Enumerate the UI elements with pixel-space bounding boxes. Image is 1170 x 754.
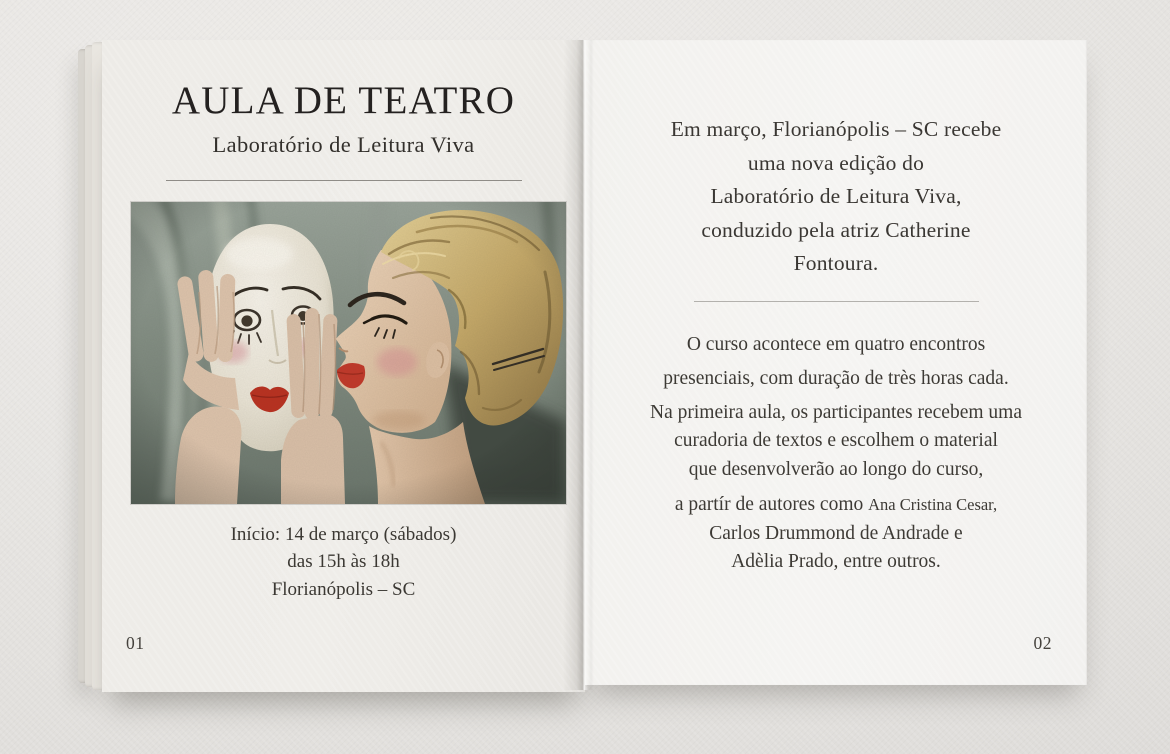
- body-line: curadoria de textos e escolhem o material: [674, 430, 998, 452]
- body-text: [585, 328, 1087, 577]
- body-line: Na primeira aula, os participantes recebem uma: [650, 401, 1022, 423]
- intro-line: Laboratório de Leitura Viva,: [710, 184, 962, 209]
- page-title: AULA DE TEATRO: [171, 79, 516, 122]
- schedule-line: Início: 14 de março (sábados): [230, 523, 457, 545]
- mask-portrait-photo: [131, 202, 566, 504]
- body-line: O curso acontece em quatro encontros: [686, 333, 986, 355]
- schedule-line: Florianópolis – SC: [271, 578, 416, 600]
- body-line: Adèlia Prado, entre outros.: [731, 551, 941, 573]
- body-paragraph-2: [585, 399, 1087, 485]
- body-paragraph-3: [585, 491, 1087, 577]
- intro-line: Em março, Florianópolis – SC recebe: [670, 117, 1002, 141]
- intro-line: uma nova edição do: [747, 150, 925, 175]
- page-subtitle: Laboratório de Leitura Viva: [212, 131, 475, 157]
- authors-lead: a partír de autores como: [674, 494, 864, 516]
- body-line: Carlos Drummond de Andrade e: [709, 522, 963, 544]
- right-page: [585, 40, 1087, 685]
- schedule-block: [102, 521, 585, 604]
- left-page: [102, 40, 585, 692]
- author-name-small: Ana Cristina Cesar,: [868, 495, 998, 515]
- open-book: [78, 40, 1087, 692]
- body-paragraph-1: [585, 328, 1087, 396]
- title-divider: [166, 180, 522, 181]
- body-line: que desenvolverão ao longo do curso,: [688, 458, 984, 480]
- body-line: presenciais, com duração de très horas cada.: [663, 367, 1009, 389]
- body-line: [585, 491, 1087, 520]
- page-number-left: 01: [126, 633, 145, 653]
- page-number-right: 02: [1033, 633, 1052, 653]
- intro-line: conduzido pela atriz Catherine: [701, 217, 971, 242]
- section-divider: [694, 301, 979, 302]
- intro-paragraph: [585, 40, 1087, 281]
- intro-line: Fontoura.: [793, 251, 879, 276]
- mask-portrait-illustration: [131, 202, 566, 504]
- schedule-line: das 15h às 18h: [287, 551, 400, 573]
